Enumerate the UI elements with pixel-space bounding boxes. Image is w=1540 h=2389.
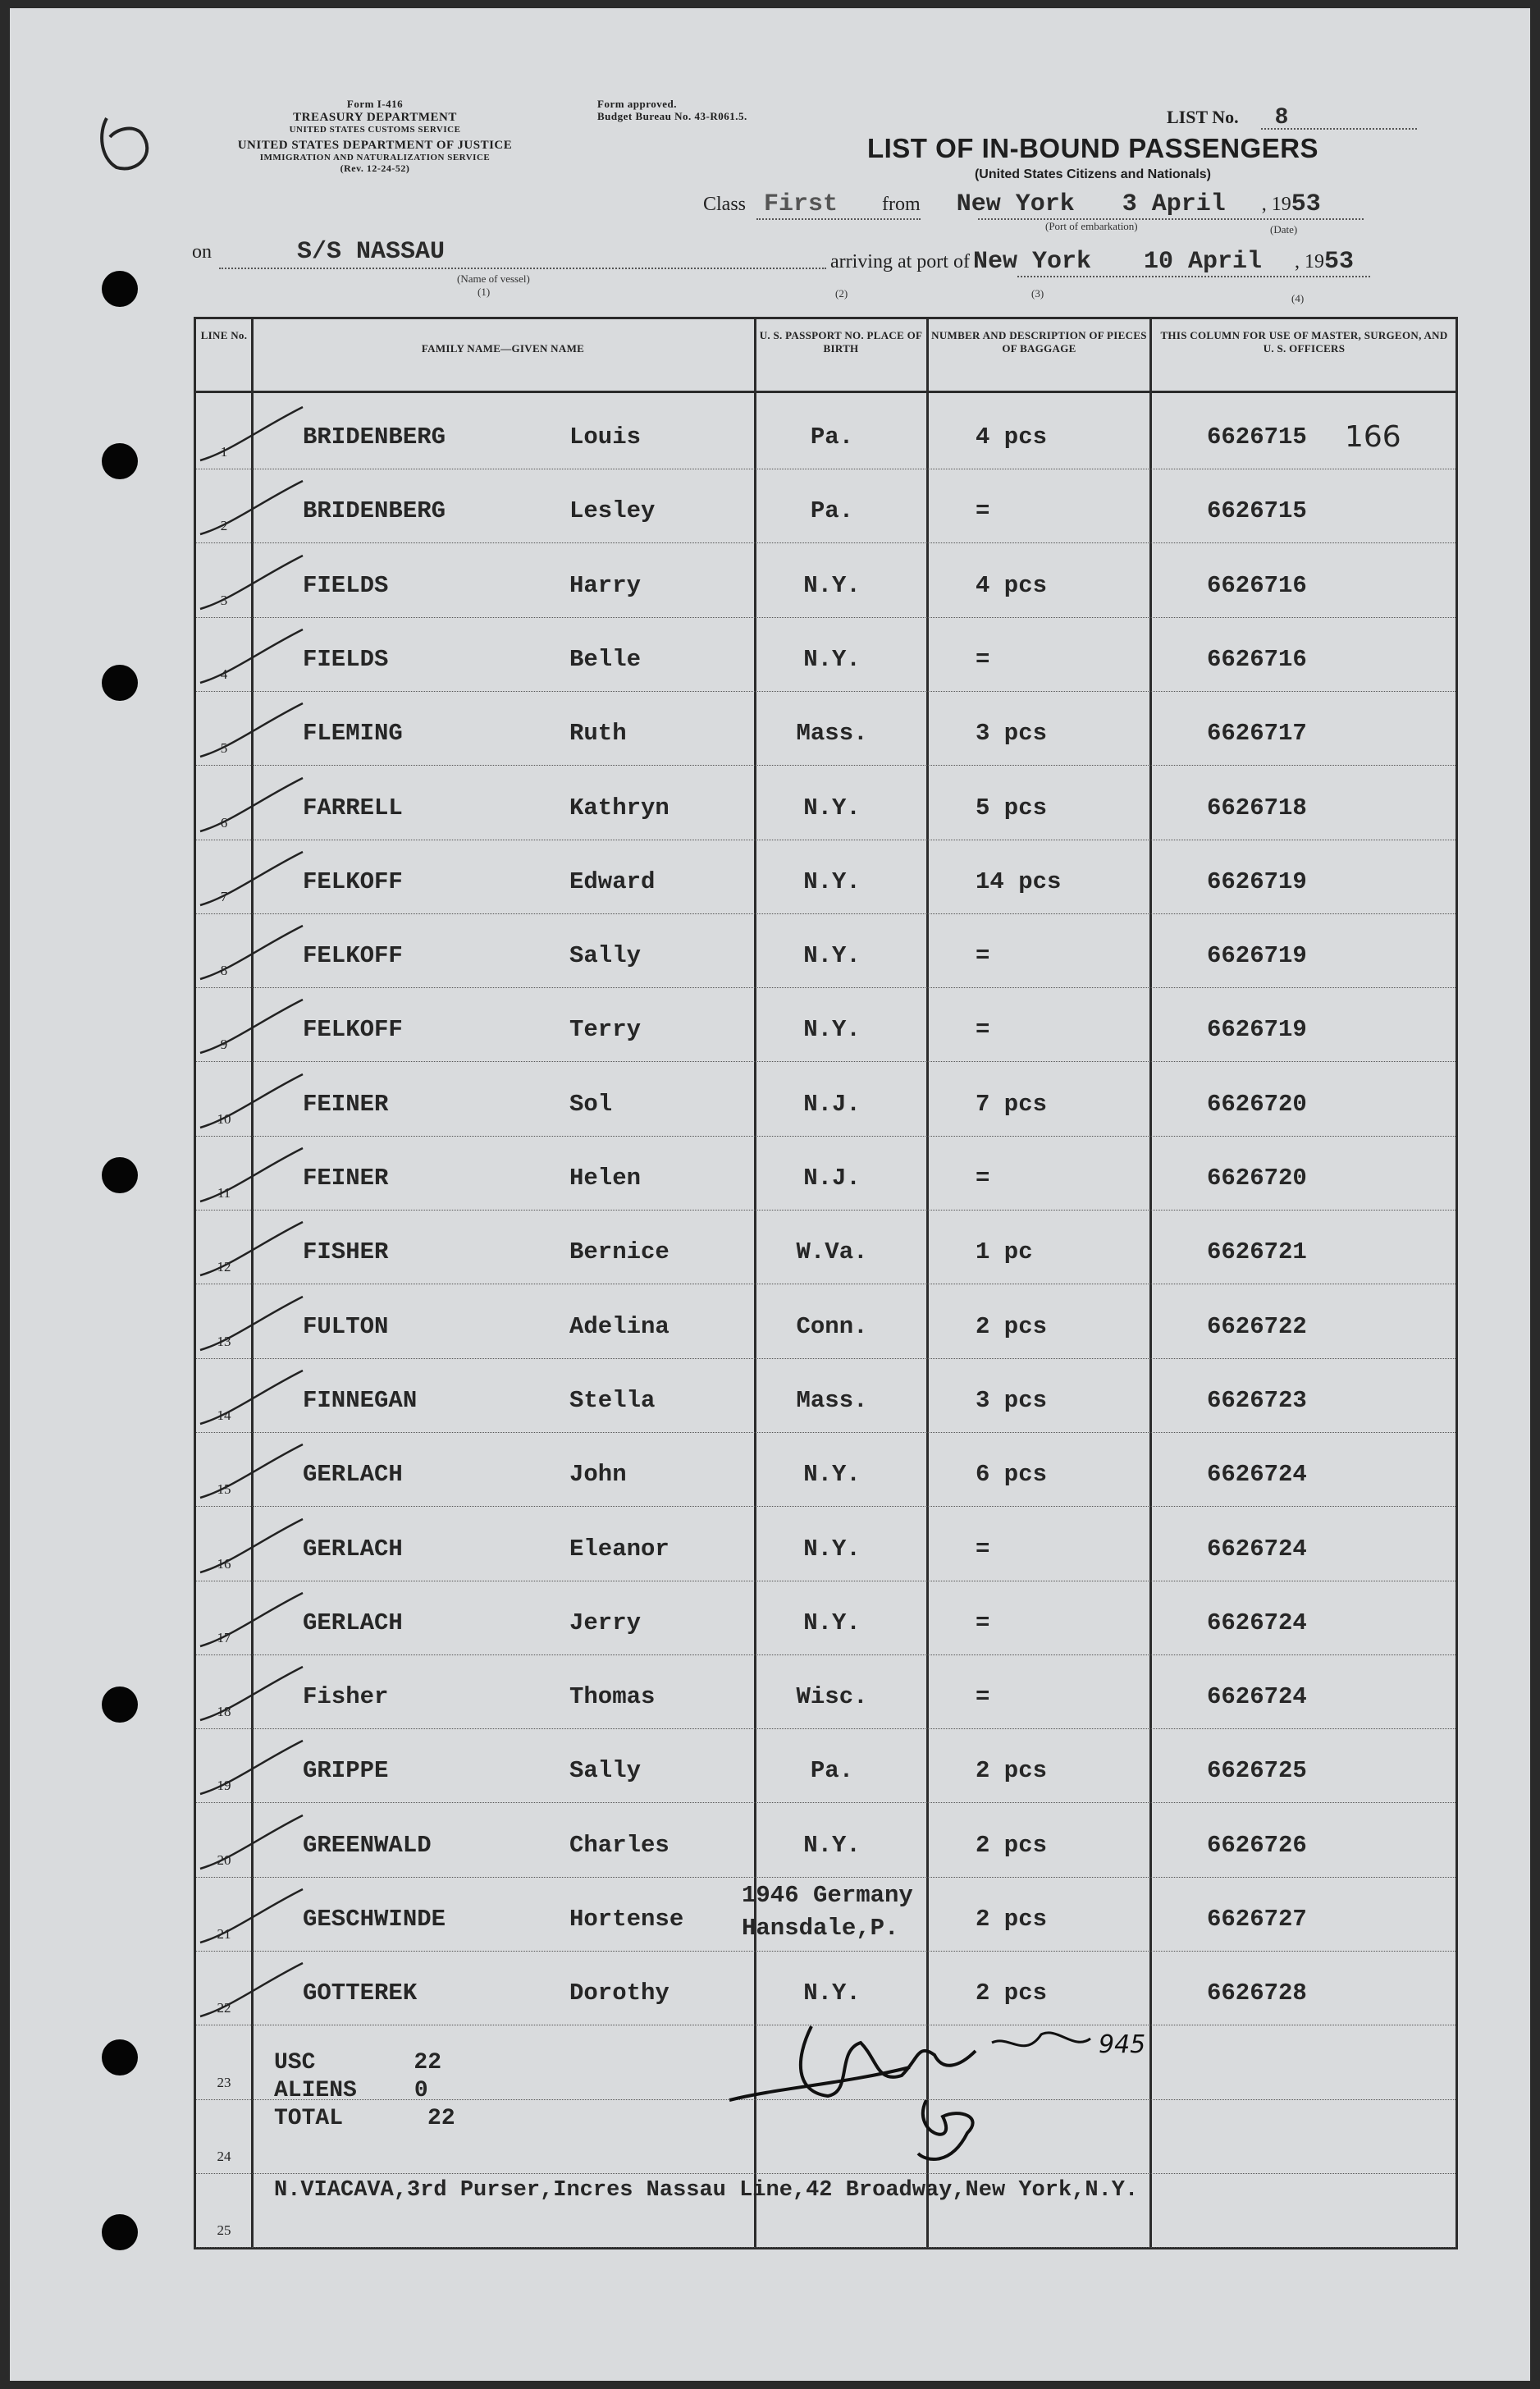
place-of-birth: N.Y. (803, 1461, 861, 1489)
place-of-birth: N.J. (803, 1090, 861, 1118)
line-number: 20 (217, 1851, 231, 1868)
table-row (196, 1358, 1455, 1433)
col-header-name: FAMILY NAME—GIVEN NAME (421, 342, 585, 355)
ins-service: IMMIGRATION AND NATURALIZATION SERVICE (259, 153, 491, 163)
given-name: Sally (569, 942, 642, 970)
family-name: FELKOFF (303, 942, 403, 970)
given-name: Adelina (569, 1312, 669, 1340)
justice-dept: UNITED STATES DEPARTMENT OF JUSTICE (237, 138, 513, 152)
officer-number: 6626723 (1207, 1386, 1307, 1414)
table-row (196, 1728, 1455, 1803)
table-row (196, 1136, 1455, 1211)
col-header-officers: THIS COLUMN FOR USE OF MASTER, SURGEON, AND U. S. OFFICERS (1160, 329, 1448, 355)
given-name: Stella (569, 1386, 656, 1414)
caption-1: (1) (478, 286, 491, 298)
family-name: FINNEGAN (303, 1386, 418, 1414)
title-block (863, 133, 1323, 182)
line-number: 16 (217, 1555, 231, 1572)
table-row (196, 913, 1455, 988)
line-number: 25 (217, 2222, 231, 2239)
line-number: 2 (220, 518, 228, 534)
baggage: 3 pcs (976, 1386, 1048, 1414)
officer-number: 6626716 (1207, 645, 1307, 673)
line-number: 15 (217, 1481, 231, 1498)
arrive-port: New York (972, 248, 1091, 276)
line-number: 9 (220, 1037, 228, 1053)
officer-number: 6626726 (1207, 1831, 1307, 1859)
baggage: = (976, 497, 990, 525)
baggage: 2 pcs (976, 1906, 1048, 1933)
officer-number: 6626715 (1207, 423, 1307, 451)
given-name: Lesley (569, 497, 656, 525)
dotted-line (219, 268, 826, 269)
family-name: Fisher (303, 1683, 389, 1711)
given-name: Ruth (569, 720, 627, 748)
form-approved: Form approved. (597, 98, 678, 110)
treasury-dept: TREASURY DEPARTMENT (293, 110, 457, 124)
table-row (196, 1803, 1455, 1878)
given-name: Charles (569, 1831, 669, 1859)
punch-hole (102, 2214, 138, 2250)
caption-4: (4) (1291, 292, 1305, 304)
officer-number: 6626724 (1207, 1461, 1307, 1489)
baggage: = (976, 942, 990, 970)
place-of-birth: Pa. (810, 1757, 854, 1785)
place-of-birth: Pa. (810, 497, 854, 525)
family-name: GOTTEREK (303, 1979, 418, 2007)
arrive-year: 53 (1324, 248, 1355, 276)
place-of-birth: Pa. (810, 423, 854, 451)
officer-number: 6626720 (1207, 1165, 1307, 1192)
family-name: FIELDS (303, 645, 389, 673)
family-name: GRIPPE (303, 1757, 389, 1785)
given-name: Edward (569, 867, 656, 895)
approval-block (597, 98, 747, 123)
baggage: = (976, 1165, 990, 1192)
family-name: FLEMING (303, 720, 403, 748)
family-name: GREENWALD (303, 1831, 432, 1859)
given-name: Hortense (569, 1906, 684, 1933)
officer-number: 6626715 (1207, 497, 1307, 525)
line-number: 14 (217, 1407, 231, 1423)
on-label: on (192, 241, 212, 263)
baggage: = (976, 645, 990, 673)
baggage: 4 pcs (976, 423, 1048, 451)
officer-number: 6626724 (1207, 1609, 1307, 1636)
place-of-birth: Mass. (796, 720, 868, 748)
place-of-birth: W.Va. (796, 1238, 868, 1266)
class-value: First (764, 190, 839, 218)
col-header-line: LINE No. (200, 329, 248, 341)
given-name: Bernice (569, 1238, 669, 1266)
table-row (196, 766, 1455, 840)
officer-number: 6626719 (1207, 1016, 1307, 1044)
given-name: Terry (569, 1016, 642, 1044)
place-of-birth: N.Y. (803, 571, 861, 599)
usc-label: USC (274, 2050, 316, 2076)
baggage: 5 pcs (976, 794, 1048, 822)
purser-line: N.VIACAVA,3rd Purser,Incres Nassau Line,42 Broadway,New York,N.Y. (274, 2178, 1139, 2203)
line-number: 10 (217, 1110, 231, 1127)
table-row (196, 691, 1455, 766)
dotted-line (1017, 276, 1370, 277)
caption-3: (3) (1031, 287, 1044, 300)
class-label: Class (703, 194, 747, 215)
table-row (196, 1210, 1455, 1284)
place-of-birth: N.Y. (803, 1535, 861, 1563)
officer-number: 6626720 (1207, 1090, 1307, 1118)
list-no-label: LIST No. (1167, 107, 1239, 127)
given-name: Sol (569, 1090, 613, 1118)
dotted-line (756, 218, 921, 220)
given-name: Louis (569, 423, 642, 451)
baggage: 2 pcs (976, 1831, 1048, 1859)
family-name: FEINER (303, 1165, 389, 1192)
punch-hole (102, 1686, 138, 1723)
family-name: FELKOFF (303, 1016, 403, 1044)
family-name: FELKOFF (303, 867, 403, 895)
baggage: 3 pcs (976, 720, 1048, 748)
line-number: 8 (220, 963, 228, 979)
table-row (196, 469, 1455, 543)
given-name: Jerry (569, 1609, 642, 1636)
family-name: FULTON (303, 1312, 389, 1340)
family-name: FEINER (303, 1090, 389, 1118)
table-row (196, 1062, 1455, 1137)
family-name: GERLACH (303, 1461, 403, 1489)
line-number: 5 (220, 740, 228, 757)
place-of-birth: Wisc. (796, 1683, 868, 1711)
line-number: 11 (217, 1185, 231, 1201)
class-line (703, 190, 1321, 218)
customs-service: UNITED STATES CUSTOMS SERVICE (289, 125, 461, 135)
family-name: BRIDENBERG (303, 497, 446, 525)
port-caption: (Port of embarkation) (1045, 220, 1138, 232)
family-name: GERLACH (303, 1609, 403, 1636)
line-number: 3 (220, 592, 228, 608)
place-of-birth: N.Y. (803, 645, 861, 673)
place-of-birth: N.Y. (803, 1979, 861, 2007)
baggage: 14 pcs (976, 867, 1062, 895)
vessel-name: S/S NASSAU (297, 238, 446, 266)
total-count: 22 (427, 2106, 455, 2132)
signature-icon (713, 2010, 1140, 2174)
officer-number: 6626721 (1207, 1238, 1307, 1266)
baggage: 4 pcs (976, 571, 1048, 599)
table-row (196, 1507, 1455, 1581)
from-label: from (882, 194, 921, 215)
line-number: 4 (220, 666, 228, 682)
handwritten-note: 166 (1345, 420, 1401, 454)
table-row (196, 987, 1455, 1062)
total-label: TOTAL (274, 2106, 344, 2132)
agency-block (186, 98, 564, 175)
line-number: 23 (217, 2074, 231, 2090)
passenger-table (194, 317, 1458, 2249)
table-row (196, 395, 1455, 469)
family-name: GERLACH (303, 1535, 403, 1563)
officer-number: 6626724 (1207, 1535, 1307, 1563)
line-number: 18 (217, 1704, 231, 1720)
officer-number: 6626719 (1207, 942, 1307, 970)
family-name: FARRELL (303, 794, 403, 822)
usc-count: 22 (414, 2050, 442, 2076)
baggage: 1 pc (976, 1238, 1033, 1266)
table-row (196, 1284, 1455, 1359)
baggage: 2 pcs (976, 1757, 1048, 1785)
punch-hole (102, 665, 138, 701)
line-number: 6 (220, 814, 228, 831)
baggage: = (976, 1683, 990, 1711)
punch-hole (102, 2039, 138, 2076)
given-name: Thomas (569, 1683, 656, 1711)
col-header-passport: U. S. PASSPORT NO. PLACE OF BIRTH (759, 329, 923, 355)
officer-number: 6626722 (1207, 1312, 1307, 1340)
arriving-line (830, 248, 1354, 276)
place-of-birth: N.Y. (803, 1016, 861, 1044)
family-name: FISHER (303, 1238, 389, 1266)
given-name: Kathryn (569, 794, 669, 822)
from-date: 3 April (1122, 190, 1226, 218)
baggage: 6 pcs (976, 1461, 1048, 1489)
header-rule (196, 391, 1455, 393)
baggage: 2 pcs (976, 1312, 1048, 1340)
line-number: 12 (217, 1259, 231, 1275)
place-of-birth: Conn. (796, 1312, 868, 1340)
family-name: BRIDENBERG (303, 423, 446, 451)
list-number (1167, 105, 1288, 130)
caption-2: (2) (835, 287, 848, 300)
given-name: John (569, 1461, 627, 1489)
table-row (196, 1654, 1455, 1729)
officer-number: 6626719 (1207, 867, 1307, 895)
officer-number: 6626725 (1207, 1757, 1307, 1785)
budget-bureau: Budget Bureau No. 43-R061.5. (597, 109, 747, 122)
given-name: Eleanor (569, 1535, 669, 1563)
line-number: 1 (220, 444, 228, 460)
table-row (196, 840, 1455, 914)
baggage: = (976, 1535, 990, 1563)
page-title: LIST OF IN-BOUND PASSENGERS (866, 133, 1319, 163)
manifest-sheet (10, 8, 1530, 2381)
line-number: 19 (217, 1778, 231, 1794)
from-year: 53 (1291, 190, 1321, 218)
place-of-birth: N.Y. (803, 942, 861, 970)
list-no-value: 8 (1274, 105, 1289, 130)
form-number: Form I-416 (346, 98, 404, 110)
line-number: 7 (220, 888, 228, 904)
punch-hole (102, 271, 138, 307)
arrive-date: 10 April (1143, 248, 1263, 276)
punch-hole (102, 1157, 138, 1193)
aliens-label: ALIENS (274, 2078, 357, 2104)
line-number: 24 (217, 2148, 231, 2164)
given-name: Dorothy (569, 1979, 669, 2007)
officer-number: 6626724 (1207, 1683, 1307, 1711)
table-row (196, 1432, 1455, 1507)
officer-number: 6626717 (1207, 720, 1307, 748)
revision: (Rev. 12-24-52) (340, 162, 410, 174)
page-subtitle: (United States Citizens and Nationals) (974, 167, 1212, 181)
vessel-line (192, 238, 445, 266)
family-name: GESCHWINDE (303, 1906, 446, 1933)
family-name: FIELDS (303, 571, 389, 599)
officer-number: 6626728 (1207, 1979, 1307, 2007)
from-port: New York (956, 190, 1075, 218)
place-of-birth: N.Y. (803, 867, 861, 895)
signature-note: 945 (1099, 2030, 1146, 2059)
dotted-line (978, 218, 1364, 220)
place-of-birth: N.Y. (803, 794, 861, 822)
dotted-line (1261, 128, 1417, 130)
table-row (196, 1581, 1455, 1655)
aliens-count: 0 (414, 2078, 428, 2104)
place-of-birth: Mass. (796, 1386, 868, 1414)
table-row (196, 617, 1455, 692)
given-name: Helen (569, 1165, 642, 1192)
baggage: 7 pcs (976, 1090, 1048, 1118)
officer-number: 6626727 (1207, 1906, 1307, 1933)
officer-number: 6626718 (1207, 794, 1307, 822)
given-name: Belle (569, 645, 642, 673)
line-number: 17 (217, 1629, 231, 1645)
table-row (196, 543, 1455, 618)
date-caption: (Date) (1270, 223, 1298, 236)
given-name: Sally (569, 1757, 642, 1785)
arrive-year-prefix: , 19 (1295, 251, 1325, 272)
vessel-caption: (Name of vessel) (457, 272, 530, 285)
baggage: = (976, 1016, 990, 1044)
place-of-birth: 1946 Germany Hansdale,P. (742, 1881, 913, 1943)
punch-hole (102, 443, 138, 479)
table-row (196, 1877, 1455, 1952)
place-of-birth: N.Y. (803, 1831, 861, 1859)
from-year-prefix: , 19 (1261, 194, 1291, 215)
ink-mark-icon (92, 108, 166, 182)
line-number: 13 (217, 1333, 231, 1349)
baggage: = (976, 1609, 990, 1636)
baggage: 2 pcs (976, 1979, 1048, 2007)
line-number: 22 (217, 2000, 231, 2016)
totals-block (274, 2049, 455, 2133)
given-name: Harry (569, 571, 642, 599)
arriving-label: arriving at port of (830, 251, 970, 272)
officer-number: 6626716 (1207, 571, 1307, 599)
line-number: 21 (217, 1926, 231, 1942)
col-header-baggage: NUMBER AND DESCRIPTION OF PIECES OF BAGGAGE (931, 329, 1147, 355)
place-of-birth: N.J. (803, 1165, 861, 1192)
place-of-birth: N.Y. (803, 1609, 861, 1636)
